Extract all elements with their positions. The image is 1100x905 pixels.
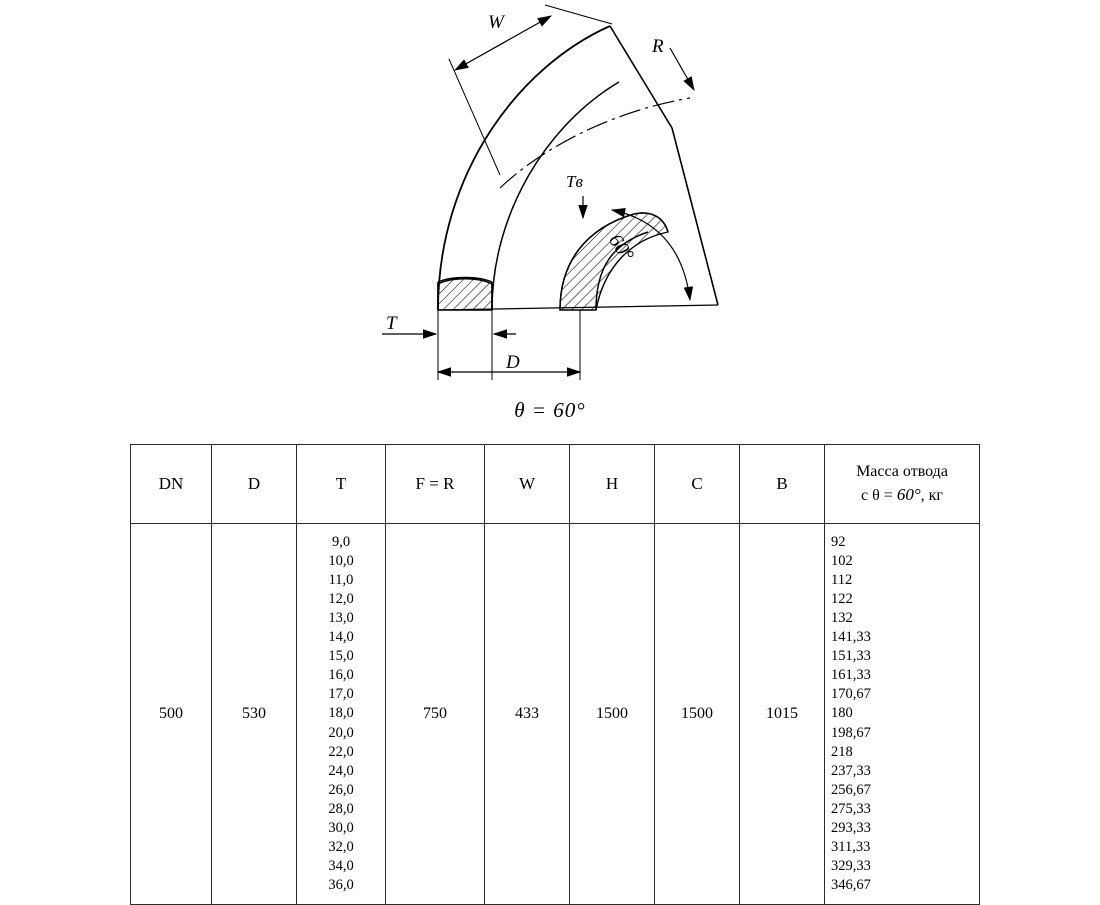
mass-value-6: 151,33 <box>831 648 871 665</box>
mass-value-5: 141,33 <box>831 629 871 646</box>
mass-value-9: 180 <box>831 705 853 722</box>
cell-d: 530 <box>212 524 297 905</box>
header-dn: DN <box>131 445 212 524</box>
thickness-value-7: 16,0 <box>328 667 354 684</box>
mass-value-7: 161,33 <box>831 667 871 684</box>
cell-f-r: 750 <box>386 524 485 905</box>
table-row <box>131 524 980 905</box>
thickness-value-15: 30,0 <box>328 820 354 837</box>
thickness-value-0: 9,0 <box>331 533 351 550</box>
table-header-row <box>131 445 980 524</box>
dimension-r <box>670 48 694 90</box>
label-r: R <box>652 36 664 57</box>
cell-dn: 500 <box>131 524 212 905</box>
thickness-value-12: 24,0 <box>328 762 354 779</box>
mass-value-11: 218 <box>831 743 853 760</box>
thickness-value-4: 13,0 <box>328 609 354 626</box>
mass-value-15: 293,33 <box>831 820 871 837</box>
thickness-value-13: 26,0 <box>328 781 354 798</box>
thickness-value-6: 15,0 <box>328 648 354 665</box>
thickness-value-16: 32,0 <box>328 839 354 856</box>
label-t: T <box>386 313 397 334</box>
thickness-value-3: 12,0 <box>328 590 354 607</box>
cell-b: 1015 <box>740 524 825 905</box>
mass-value-16: 311,33 <box>831 839 871 856</box>
thickness-value-5: 14,0 <box>328 629 354 646</box>
header-mass <box>825 445 980 524</box>
header-c: C <box>655 445 740 524</box>
cell-thickness-list <box>297 524 386 905</box>
theta-caption: θ = 60° <box>514 398 586 422</box>
thickness-value-10: 20,0 <box>328 724 354 741</box>
header-t: T <box>297 445 386 524</box>
mass-value-0: 92 <box>831 533 846 550</box>
thickness-value-2: 11,0 <box>328 571 354 588</box>
cell-c: 1500 <box>655 524 740 905</box>
mass-value-3: 122 <box>831 590 853 607</box>
header-b: B <box>740 445 825 524</box>
label-angle-60: 60° <box>603 230 639 266</box>
mass-value-8: 170,67 <box>831 686 871 703</box>
header-f-r: F = R <box>386 445 485 524</box>
mass-value-14: 275,33 <box>831 800 871 817</box>
cell-h: 1500 <box>570 524 655 905</box>
label-tv: Tв <box>566 172 583 191</box>
cell-w: 433 <box>485 524 570 905</box>
header-w: W <box>485 445 570 524</box>
thickness-value-1: 10,0 <box>328 552 354 569</box>
thickness-value-9: 18,0 <box>328 705 354 722</box>
mass-value-2: 112 <box>831 571 853 588</box>
thickness-value-18: 36,0 <box>328 877 354 894</box>
header-mass-angle: 60° <box>896 485 921 504</box>
header-mass-line1: Масса отвода <box>856 462 948 480</box>
mass-value-4: 132 <box>831 609 853 626</box>
mass-value-18: 346,67 <box>831 877 871 894</box>
mass-value-12: 237,33 <box>831 762 871 779</box>
cell-mass-list <box>825 524 980 905</box>
label-d: D <box>506 352 520 373</box>
specification-table <box>130 444 980 905</box>
elbow-technical-drawing <box>0 0 1100 440</box>
dimension-w <box>449 5 612 175</box>
thickness-value-17: 34,0 <box>328 858 354 875</box>
thickness-value-8: 17,0 <box>328 686 354 703</box>
mass-value-17: 329,33 <box>831 858 871 875</box>
header-mass-prefix: с θ = <box>861 487 897 504</box>
thickness-value-11: 22,0 <box>328 743 354 760</box>
mass-value-10: 198,67 <box>831 724 871 741</box>
header-d: D <box>212 445 297 524</box>
header-h: H <box>570 445 655 524</box>
label-w: W <box>488 12 504 33</box>
mass-value-13: 256,67 <box>831 781 871 798</box>
header-mass-line2 <box>825 483 979 507</box>
mass-value-1: 102 <box>831 552 853 569</box>
section-hatching <box>438 213 668 310</box>
header-mass-suffix: , кг <box>920 487 943 504</box>
dimension-t <box>382 310 516 380</box>
thickness-value-14: 28,0 <box>328 800 354 817</box>
